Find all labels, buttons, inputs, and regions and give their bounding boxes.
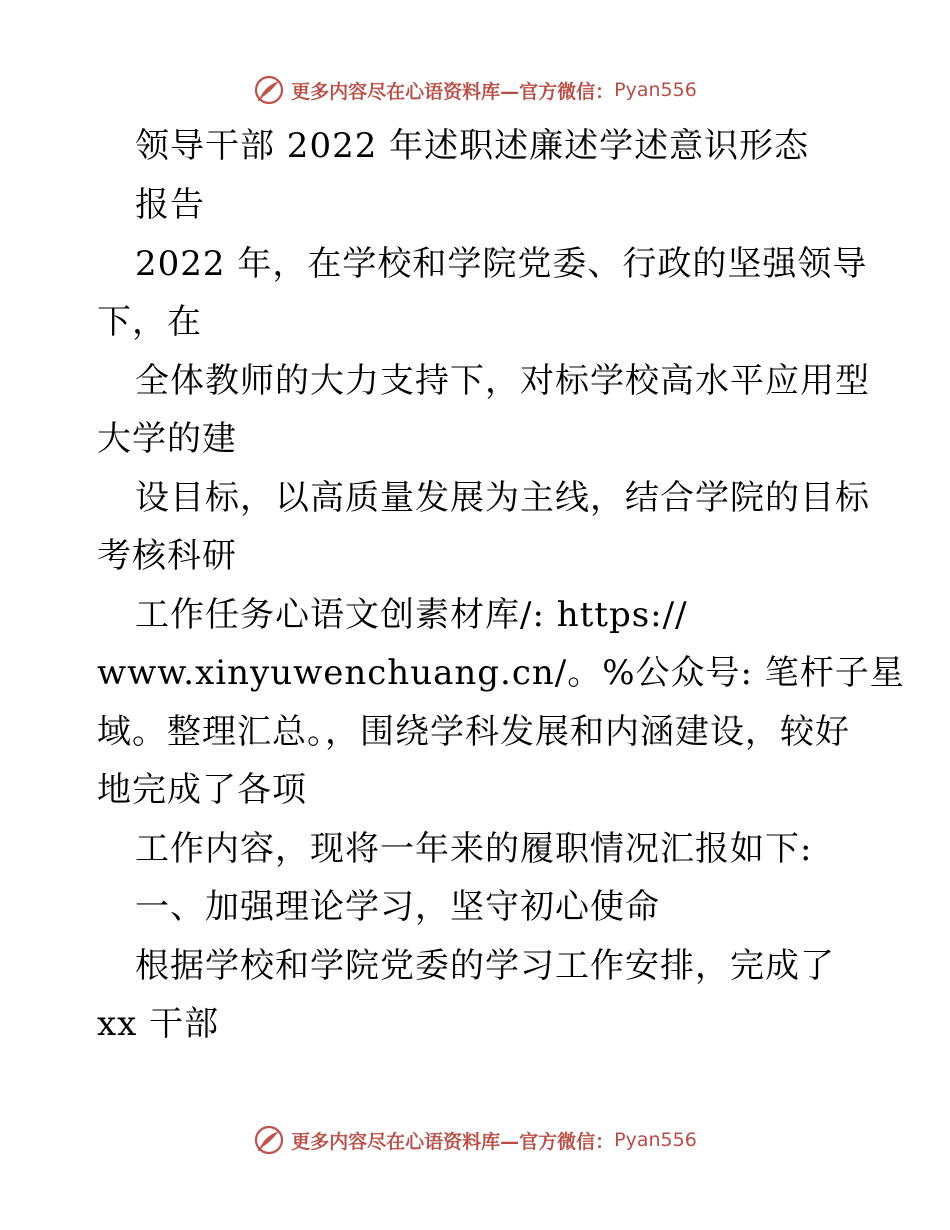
- pen-logo-icon: [253, 74, 285, 106]
- paragraph-line: 地完成了各项: [97, 770, 307, 810]
- paragraph-line: 2022 年，在学校和学院党委、行政的坚强领导: [135, 244, 868, 284]
- paragraph-line: www.xinyuwenchuang.cn/。%公众号: 笔杆子星: [97, 653, 905, 693]
- paragraph-line: 全体教师的大力支持下，对标学校高水平应用型: [135, 361, 870, 401]
- watermark-text: 更多内容尽在心语资料库—官方微信：: [291, 1130, 615, 1153]
- watermark-account: Pyan556: [614, 1129, 697, 1151]
- pen-logo-icon: [253, 1124, 285, 1156]
- watermark-banner-bottom: [0, 1120, 950, 1160]
- paragraph-line: 根据学校和学院党委的学习工作安排，完成了: [135, 946, 835, 986]
- watermark-text: 更多内容尽在心语资料库—官方微信：: [291, 80, 615, 103]
- watermark-banner-top: [0, 70, 950, 110]
- paragraph-line: 工作任务心语文创素材库/: https://: [135, 595, 688, 635]
- paragraph-line: xx 干部: [97, 1004, 220, 1044]
- document-title-line-1: 领导干部 2022 年述职述廉述学述意识形态: [135, 126, 810, 166]
- paragraph-line: 大学的建: [97, 419, 237, 459]
- paragraph-line: 下，在: [97, 302, 202, 342]
- document-title-line-2: 报告: [135, 185, 205, 225]
- watermark-account: Pyan556: [614, 79, 697, 101]
- section-heading: 一、加强理论学习，坚守初心使命: [135, 887, 660, 927]
- paragraph-line: 工作内容，现将一年来的履职情况汇报如下:: [135, 829, 813, 869]
- paragraph-line: 域。整理汇总。，围绕学科发展和内涵建设，较好: [97, 712, 850, 752]
- paragraph-line: 设目标，以高质量发展为主线，结合学院的目标: [135, 478, 870, 518]
- paragraph-line: 考核科研: [97, 536, 237, 576]
